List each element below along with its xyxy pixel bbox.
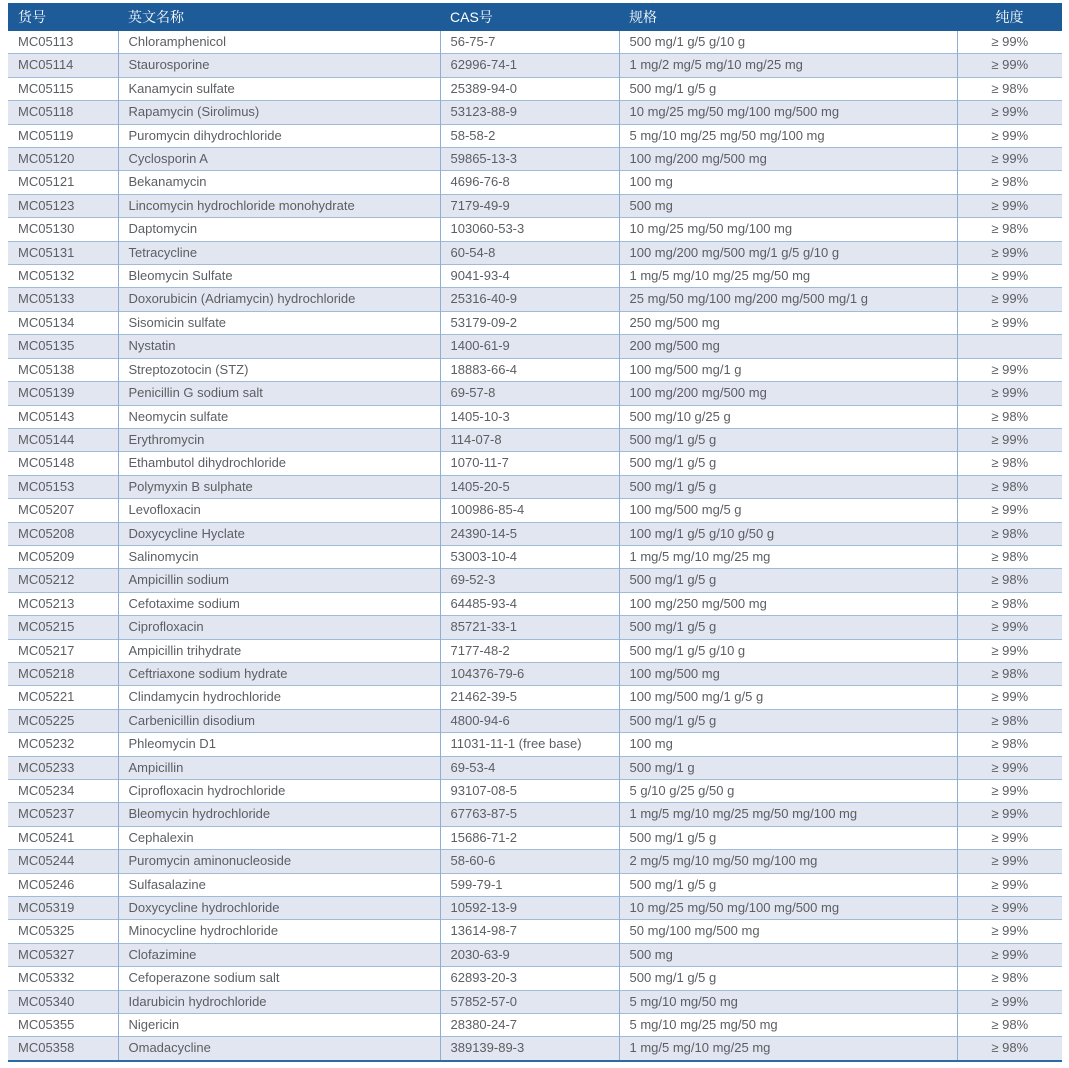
table-row	[8, 288, 1062, 311]
cell-specification: 2 mg/5 mg/10 mg/50 mg/100 mg	[619, 850, 957, 873]
cell-specification: 50 mg/100 mg/500 mg	[619, 920, 957, 943]
cell-purity: ≥ 99%	[957, 265, 1062, 288]
cell-english-name: Erythromycin	[118, 428, 440, 451]
table-row	[8, 639, 1062, 662]
cell-cas-number: 58-58-2	[440, 124, 619, 147]
cell-catalog-number: MC05332	[8, 967, 118, 990]
cell-purity: ≥ 98%	[957, 662, 1062, 685]
cell-english-name: Ciprofloxacin hydrochloride	[118, 780, 440, 803]
cell-catalog-number: MC05131	[8, 241, 118, 264]
cell-cas-number: 62893-20-3	[440, 967, 619, 990]
cell-cas-number: 21462-39-5	[440, 686, 619, 709]
cell-purity: ≥ 98%	[957, 218, 1062, 241]
cell-catalog-number: MC05113	[18, 34, 74, 49]
cell-specification: 500 mg/1 g/5 g	[619, 77, 957, 100]
cell-cas-number: 103060-53-3	[440, 218, 619, 241]
cell-catalog-number: MC05218	[8, 662, 118, 685]
table-row	[8, 803, 1062, 826]
col-header-cas-number: CAS号	[440, 3, 619, 31]
cell-catalog-number: MC05215	[8, 616, 118, 639]
cell-purity: ≥ 98%	[957, 405, 1062, 428]
cell-catalog-number: MC05143	[8, 405, 118, 428]
cell-specification: 5 mg/10 mg/25 mg/50 mg/100 mg	[619, 124, 957, 147]
cell-english-name: Polymyxin B sulphate	[118, 475, 440, 498]
cell-english-name: Bekanamycin	[118, 171, 440, 194]
cell-english-name: Carbenicillin disodium	[118, 709, 440, 732]
cell-cas-number: 57852-57-0	[440, 990, 619, 1013]
table-row	[8, 1014, 1062, 1037]
table-row	[8, 569, 1062, 592]
cell-cas-number: 2030-63-9	[440, 943, 619, 966]
cell-catalog-number: MC05237	[8, 803, 118, 826]
cell-english-name: Sulfasalazine	[118, 873, 440, 896]
cell-specification: 500 mg/10 g/25 g	[619, 405, 957, 428]
cell-cas-number: 1405-10-3	[440, 405, 619, 428]
table-row	[8, 124, 1062, 147]
cell-english-name: Nigericin	[118, 1014, 440, 1037]
cell-catalog-number: MC05135	[8, 335, 118, 358]
cell-specification: 100 mg/250 mg/500 mg	[619, 592, 957, 615]
cell-english-name: Puromycin dihydrochloride	[118, 124, 440, 147]
cell-specification: 500 mg	[619, 943, 957, 966]
cell-cas-number: 64485-93-4	[440, 592, 619, 615]
cell-specification: 100 mg/1 g/5 g/10 g/50 g	[619, 522, 957, 545]
cell-specification: 500 mg	[619, 194, 957, 217]
cell-specification: 500 mg/1 g/5 g	[619, 452, 957, 475]
cell-purity: ≥ 99%	[957, 990, 1062, 1013]
cell-catalog-number: MC05134	[8, 311, 118, 334]
cell-catalog-number: MC05340	[8, 990, 118, 1013]
cell-specification: 500 mg/1 g/5 g	[619, 873, 957, 896]
table-row	[8, 850, 1062, 873]
cell-english-name: Sisomicin sulfate	[118, 311, 440, 334]
cell-catalog-number: MC05325	[8, 920, 118, 943]
cell-catalog-number: MC05213	[8, 592, 118, 615]
cell-english-name: Omadacycline	[118, 1037, 440, 1061]
cell-catalog-number: MC05130	[8, 218, 118, 241]
cell-catalog-number: MC05358	[8, 1037, 118, 1061]
cell-purity: ≥ 99%	[957, 756, 1062, 779]
cell-catalog-number: MC05246	[8, 873, 118, 896]
cell-specification: 1 mg/5 mg/10 mg/25 mg	[619, 545, 957, 568]
cell-english-name: Kanamycin sulfate	[118, 77, 440, 100]
cell-purity: ≥ 99%	[957, 897, 1062, 920]
cell-specification: 25 mg/50 mg/100 mg/200 mg/500 mg/1 g	[619, 288, 957, 311]
table-row	[8, 77, 1062, 100]
table-row	[8, 709, 1062, 732]
table-row	[8, 382, 1062, 405]
cell-purity: ≥ 99%	[957, 873, 1062, 896]
cell-purity: ≥ 99%	[957, 920, 1062, 943]
cell-purity: ≥ 99%	[957, 101, 1062, 124]
cell-catalog-number: MC05221	[8, 686, 118, 709]
table-header	[8, 3, 1062, 31]
cell-specification: 500 mg/1 g	[619, 756, 957, 779]
cell-catalog-number: MC05232	[8, 733, 118, 756]
cell-catalog-number: MC05327	[8, 943, 118, 966]
cell-purity: ≥ 98%	[957, 452, 1062, 475]
cell-cas-number: 7177-48-2	[440, 639, 619, 662]
table-row	[8, 31, 1062, 54]
table-row	[8, 218, 1062, 241]
cell-cas-number: 104376-79-6	[440, 662, 619, 685]
cell-cas-number: 9041-93-4	[440, 265, 619, 288]
cell-catalog-number: MC05121	[8, 171, 118, 194]
cell-cas-number: 53179-09-2	[440, 311, 619, 334]
cell-purity: ≥ 99%	[957, 826, 1062, 849]
cell-catalog-number: MC05212	[8, 569, 118, 592]
cell-catalog-number: MC05115	[8, 77, 118, 100]
cell-cas-number: 114-07-8	[440, 428, 619, 451]
cell-catalog-number: MC05234	[8, 780, 118, 803]
cell-purity: ≥ 99%	[957, 803, 1062, 826]
cell-catalog-number: MC05225	[8, 709, 118, 732]
cell-english-name: Phleomycin D1	[118, 733, 440, 756]
table-row	[8, 616, 1062, 639]
cell-cas-number: 67763-87-5	[440, 803, 619, 826]
cell-cas-number: 69-52-3	[440, 569, 619, 592]
cell-specification: 1 mg/2 mg/5 mg/10 mg/25 mg	[619, 54, 957, 77]
cell-english-name: Doxycycline Hyclate	[118, 522, 440, 545]
product-catalog-table	[8, 3, 1062, 1062]
table-row	[8, 545, 1062, 568]
cell-cas-number: 69-53-4	[440, 756, 619, 779]
table-row	[8, 54, 1062, 77]
table-row	[8, 592, 1062, 615]
cell-specification: 500 mg/1 g/5 g/10 g	[619, 31, 957, 54]
cell-english-name: Nystatin	[118, 335, 440, 358]
cell-purity: ≥ 98%	[957, 475, 1062, 498]
cell-english-name: Doxorubicin (Adriamycin) hydrochloride	[118, 288, 440, 311]
cell-purity: ≥ 99%	[957, 943, 1062, 966]
cell-catalog-number: MC05148	[8, 452, 118, 475]
table-row	[8, 873, 1062, 896]
cell-purity: ≥ 99%	[957, 124, 1062, 147]
cell-specification: 1 mg/5 mg/10 mg/25 mg/50 mg/100 mg	[619, 803, 957, 826]
cell-catalog-number: MC05153	[8, 475, 118, 498]
table-row	[8, 967, 1062, 990]
table-row	[8, 475, 1062, 498]
cell-catalog-number: MC05233	[8, 756, 118, 779]
col-header-catalog-number: 货号	[8, 3, 118, 31]
cell-catalog-number: MC05138	[8, 358, 118, 381]
cell-purity: ≥ 99%	[957, 382, 1062, 405]
cell-english-name: Minocycline hydrochloride	[118, 920, 440, 943]
cell-cas-number: 69-57-8	[440, 382, 619, 405]
cell-purity: ≥ 99%	[957, 428, 1062, 451]
cell-specification: 100 mg/500 mg/5 g	[619, 499, 957, 522]
cell-english-name: Ampicillin	[118, 756, 440, 779]
cell-english-name: Lincomycin hydrochloride monohydrate	[118, 194, 440, 217]
cell-cas-number: 599-79-1	[440, 873, 619, 896]
cell-specification: 100 mg/200 mg/500 mg	[619, 148, 957, 171]
table-row	[8, 194, 1062, 217]
cell-purity: ≥ 99%	[957, 499, 1062, 522]
table-row	[8, 265, 1062, 288]
cell-english-name: Tetracycline	[118, 241, 440, 264]
cell-specification: 100 mg/200 mg/500 mg/1 g/5 g/10 g	[619, 241, 957, 264]
cell-purity: ≥ 99%	[957, 616, 1062, 639]
cell-specification: 100 mg/200 mg/500 mg	[619, 382, 957, 405]
cell-specification: 500 mg/1 g/5 g	[619, 428, 957, 451]
cell-specification: 5 g/10 g/25 g/50 g	[619, 780, 957, 803]
cell-specification: 100 mg/500 mg/1 g	[619, 358, 957, 381]
cell-catalog-number: MC05355	[8, 1014, 118, 1037]
table-row	[8, 686, 1062, 709]
cell-catalog-number: MC05207	[8, 499, 118, 522]
cell-english-name: Cefoperazone sodium salt	[118, 967, 440, 990]
cell-cas-number: 4800-94-6	[440, 709, 619, 732]
cell-cas-number: 85721-33-1	[440, 616, 619, 639]
cell-purity: ≥ 99%	[957, 311, 1062, 334]
cell-english-name: Chloramphenicol	[118, 31, 440, 54]
cell-cas-number: 1070-11-7	[440, 452, 619, 475]
cell-specification: 500 mg/1 g/5 g	[619, 616, 957, 639]
cell-catalog-number: MC05123	[8, 194, 118, 217]
cell-catalog-number: MC05119	[8, 124, 118, 147]
cell-cas-number: 59865-13-3	[440, 148, 619, 171]
cell-specification: 10 mg/25 mg/50 mg/100 mg/500 mg	[619, 101, 957, 124]
cell-purity: ≥ 98%	[957, 77, 1062, 100]
cell-cas-number: 28380-24-7	[440, 1014, 619, 1037]
cell-specification: 500 mg/1 g/5 g	[619, 475, 957, 498]
cell-catalog-number: MC05120	[8, 148, 118, 171]
cell-purity: ≥ 99%	[957, 31, 1062, 54]
table-row	[8, 171, 1062, 194]
cell-english-name: Bleomycin hydrochloride	[118, 803, 440, 826]
cell-purity: ≥ 98%	[957, 592, 1062, 615]
cell-purity: ≥ 98%	[957, 733, 1062, 756]
table-row	[8, 826, 1062, 849]
cell-cas-number: 18883-66-4	[440, 358, 619, 381]
cell-purity: ≥ 99%	[957, 358, 1062, 381]
cell-english-name: Clindamycin hydrochloride	[118, 686, 440, 709]
table-body	[8, 31, 1062, 1061]
cell-purity: ≥ 98%	[957, 1014, 1062, 1037]
table-row	[8, 943, 1062, 966]
cell-catalog-number: MC05139	[8, 382, 118, 405]
cell-english-name: Clofazimine	[118, 943, 440, 966]
cell-cas-number: 24390-14-5	[440, 522, 619, 545]
cell-purity: ≥ 99%	[957, 54, 1062, 77]
table-row	[8, 920, 1062, 943]
cell-english-name: Bleomycin Sulfate	[118, 265, 440, 288]
cell-english-name: Idarubicin hydrochloride	[118, 990, 440, 1013]
cell-catalog-number: MC05217	[8, 639, 118, 662]
cell-cas-number: 53003-10-4	[440, 545, 619, 568]
cell-specification: 1 mg/5 mg/10 mg/25 mg	[619, 1037, 957, 1061]
cell-purity	[957, 335, 1062, 358]
cell-purity: ≥ 99%	[957, 288, 1062, 311]
table-row	[8, 897, 1062, 920]
cell-cas-number: 389139-89-3	[440, 1037, 619, 1061]
cell-purity: ≥ 98%	[957, 709, 1062, 732]
cell-cas-number: 56-75-7	[440, 31, 619, 54]
cell-specification: 1 mg/5 mg/10 mg/25 mg/50 mg	[619, 265, 957, 288]
cell-english-name: Levofloxacin	[118, 499, 440, 522]
cell-purity: ≥ 99%	[957, 148, 1062, 171]
cell-english-name: Cephalexin	[118, 826, 440, 849]
cell-english-name: Ampicillin trihydrate	[118, 639, 440, 662]
cell-english-name: Cefotaxime sodium	[118, 592, 440, 615]
cell-specification: 10 mg/25 mg/50 mg/100 mg	[619, 218, 957, 241]
cell-specification: 500 mg/1 g/5 g	[619, 569, 957, 592]
cell-cas-number: 15686-71-2	[440, 826, 619, 849]
cell-cas-number: 1405-20-5	[440, 475, 619, 498]
cell-specification: 5 mg/10 mg/50 mg	[619, 990, 957, 1013]
table-row	[8, 522, 1062, 545]
cell-cas-number: 53123-88-9	[440, 101, 619, 124]
cell-specification: 500 mg/1 g/5 g/10 g	[619, 639, 957, 662]
cell-cas-number: 10592-13-9	[440, 897, 619, 920]
table-row	[8, 101, 1062, 124]
cell-cas-number: 1400-61-9	[440, 335, 619, 358]
cell-purity: ≥ 98%	[957, 522, 1062, 545]
table-row	[8, 148, 1062, 171]
cell-english-name: Staurosporine	[118, 54, 440, 77]
cell-purity: ≥ 99%	[957, 241, 1062, 264]
table-row	[8, 733, 1062, 756]
cell-purity: ≥ 98%	[957, 967, 1062, 990]
table-row	[8, 756, 1062, 779]
cell-english-name: Ceftriaxone sodium hydrate	[118, 662, 440, 685]
cell-specification: 100 mg	[619, 733, 957, 756]
header-row	[8, 3, 1062, 31]
cell-cas-number: 93107-08-5	[440, 780, 619, 803]
cell-cas-number: 58-60-6	[440, 850, 619, 873]
cell-specification: 10 mg/25 mg/50 mg/100 mg/500 mg	[619, 897, 957, 920]
cell-purity: ≥ 99%	[957, 780, 1062, 803]
cell-catalog-number: MC05118	[8, 101, 118, 124]
cell-catalog-number: MC05209	[8, 545, 118, 568]
cell-english-name: Puromycin aminonucleoside	[118, 850, 440, 873]
cell-catalog-number: MC05132	[8, 265, 118, 288]
cell-english-name: Ciprofloxacin	[118, 616, 440, 639]
cell-purity: ≥ 99%	[957, 194, 1062, 217]
col-header-english-name: 英文名称	[118, 3, 440, 31]
cell-specification: 500 mg/1 g/5 g	[619, 967, 957, 990]
cell-cas-number: 62996-74-1	[440, 54, 619, 77]
cell-catalog-number: MC05319	[8, 897, 118, 920]
cell-english-name: Streptozotocin (STZ)	[118, 358, 440, 381]
cell-purity: ≥ 99%	[957, 686, 1062, 709]
cell-specification: 500 mg/1 g/5 g	[619, 826, 957, 849]
cell-cas-number: 13614-98-7	[440, 920, 619, 943]
cell-specification: 100 mg	[619, 171, 957, 194]
table-row	[8, 1037, 1062, 1061]
cell-english-name: Ethambutol dihydrochloride	[118, 452, 440, 475]
cell-english-name: Ampicillin sodium	[118, 569, 440, 592]
cell-english-name: Rapamycin (Sirolimus)	[118, 101, 440, 124]
table-row	[8, 452, 1062, 475]
table-row	[8, 499, 1062, 522]
cell-catalog-number: MC05244	[8, 850, 118, 873]
cell-specification: 200 mg/500 mg	[619, 335, 957, 358]
cell-specification: 500 mg/1 g/5 g	[619, 709, 957, 732]
cell-catalog-number: MC05133	[8, 288, 118, 311]
cell-english-name: Penicillin G sodium salt	[118, 382, 440, 405]
table-row	[8, 990, 1062, 1013]
cell-catalog-number: MC05208	[8, 522, 118, 545]
cell-purity: ≥ 99%	[957, 639, 1062, 662]
cell-english-name: Daptomycin	[118, 218, 440, 241]
table-row	[8, 428, 1062, 451]
cell-cas-number: 100986-85-4	[440, 499, 619, 522]
table-row	[8, 335, 1062, 358]
cell-purity: ≥ 98%	[957, 545, 1062, 568]
cell-english-name: Doxycycline hydrochloride	[118, 897, 440, 920]
table-row	[8, 241, 1062, 264]
table-row	[8, 358, 1062, 381]
cell-cas-number: 60-54-8	[440, 241, 619, 264]
cell-cas-number: 4696-76-8	[440, 171, 619, 194]
col-header-purity: 纯度	[957, 3, 1062, 31]
cell-purity: ≥ 98%	[957, 569, 1062, 592]
table-row	[8, 311, 1062, 334]
cell-specification: 5 mg/10 mg/25 mg/50 mg	[619, 1014, 957, 1037]
cell-specification: 100 mg/500 mg/1 g/5 g	[619, 686, 957, 709]
cell-english-name: Neomycin sulfate	[118, 405, 440, 428]
table-row	[8, 405, 1062, 428]
col-header-specification: 规格	[619, 3, 957, 31]
cell-catalog-number: MC05114	[8, 54, 118, 77]
cell-cas-number: 25389-94-0	[440, 77, 619, 100]
cell-cas-number: 25316-40-9	[440, 288, 619, 311]
cell-cas-number: 7179-49-9	[440, 194, 619, 217]
table-row	[8, 780, 1062, 803]
cell-purity: ≥ 99%	[957, 850, 1062, 873]
cell-english-name: Salinomycin	[118, 545, 440, 568]
table-row	[8, 662, 1062, 685]
cell-specification: 100 mg/500 mg	[619, 662, 957, 685]
cell-catalog-number: MC05144	[8, 428, 118, 451]
cell-catalog-number: MC05241	[8, 826, 118, 849]
cell-specification: 250 mg/500 mg	[619, 311, 957, 334]
cell-purity: ≥ 98%	[957, 1037, 1062, 1061]
cell-purity: ≥ 98%	[957, 171, 1062, 194]
cell-cas-number: 11031-11-1 (free base)	[440, 733, 619, 756]
cell-english-name: Cyclosporin A	[118, 148, 440, 171]
